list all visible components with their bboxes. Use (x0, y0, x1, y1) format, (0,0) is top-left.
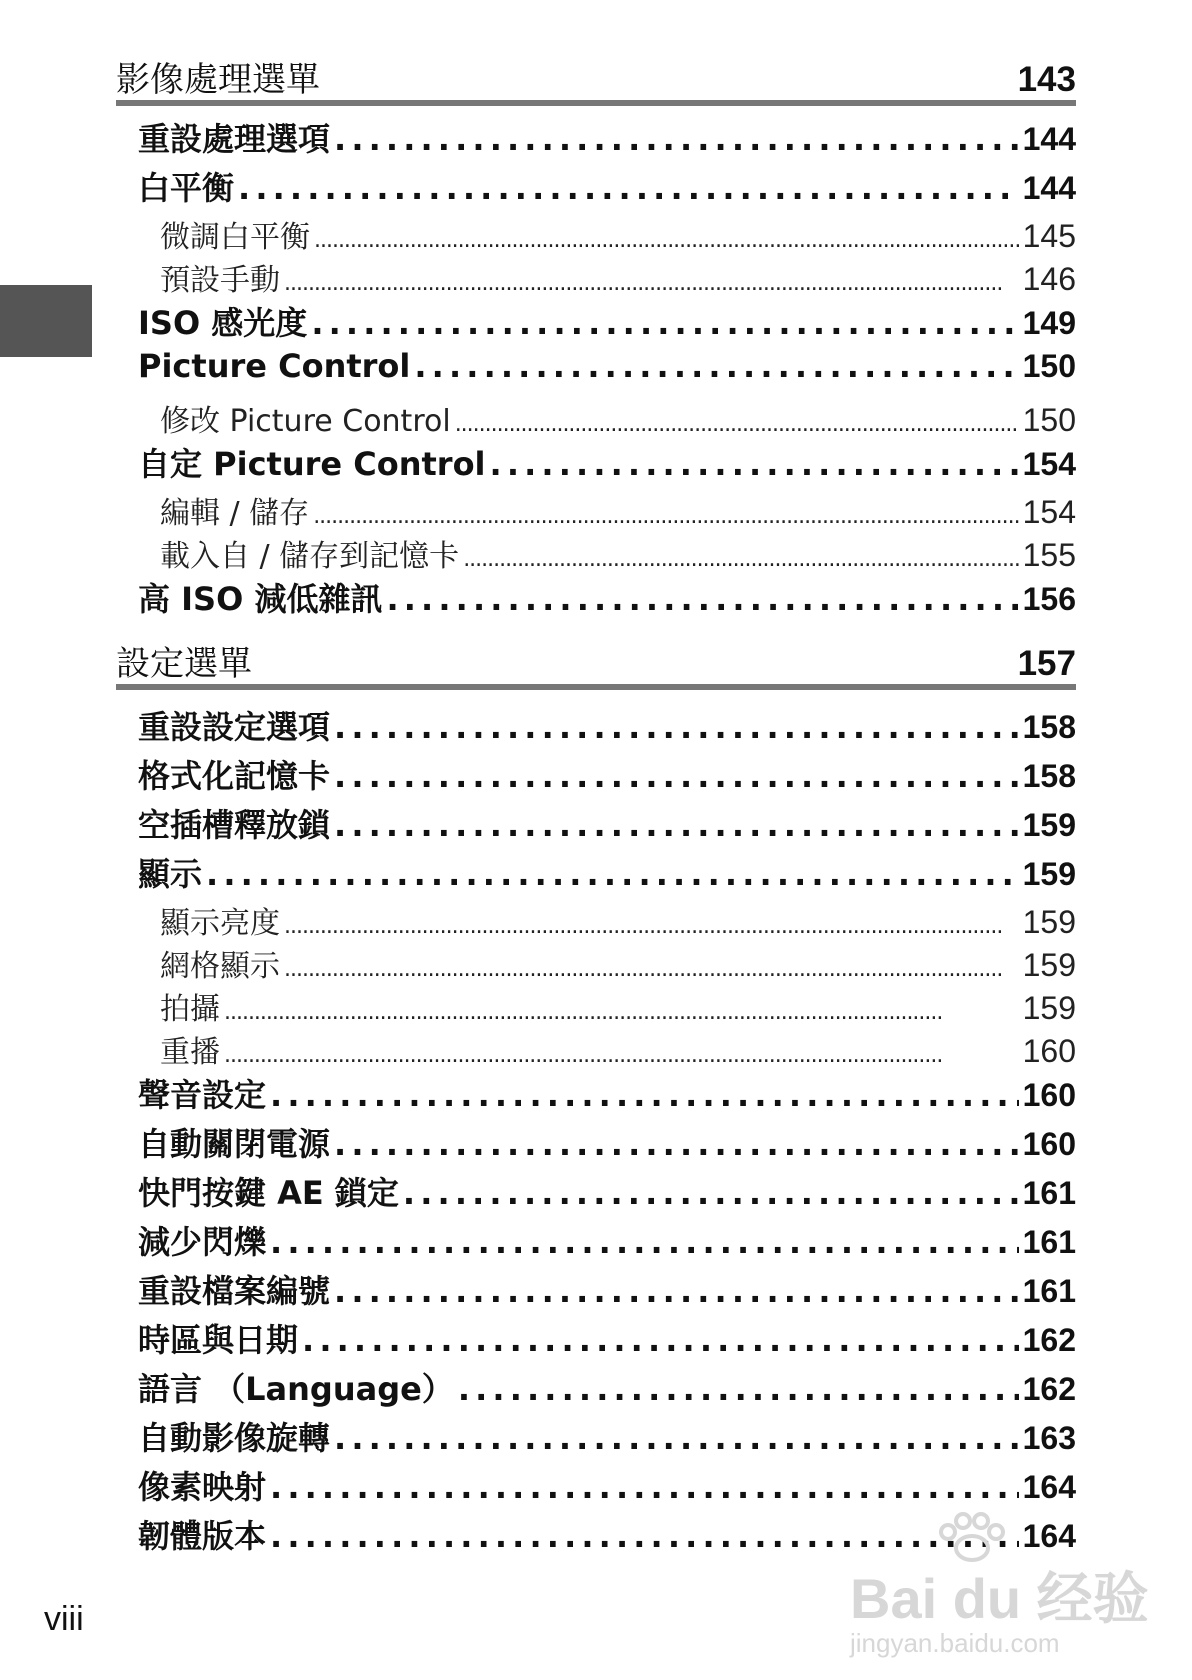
toc-entry[interactable] (138, 1168, 1076, 1217)
entry-label: 修改 Picture Control (160, 404, 451, 439)
entry-page: 154 (1022, 494, 1076, 530)
entry-page: 160 (1022, 1126, 1076, 1162)
entry-page: 149 (1022, 305, 1076, 341)
toc-entry[interactable] (138, 163, 1076, 212)
section-title: 影像處理選單 (116, 60, 320, 100)
dot-leader (314, 228, 1019, 253)
entry-label: 格式化記憶卡 (138, 757, 331, 795)
entry-page: 163 (1022, 1420, 1076, 1456)
entry-page: 144 (1022, 170, 1076, 206)
dot-leader (224, 1000, 1019, 1025)
toc-subentry[interactable] (160, 898, 1076, 941)
entry-label: 韌體版本 (138, 1517, 267, 1555)
entry-page: 162 (1022, 1371, 1076, 1407)
entry-page: 156 (1022, 581, 1076, 617)
entry-page: 164 (1022, 1518, 1076, 1554)
toc-entry[interactable] (138, 849, 1076, 898)
dot-leader (334, 806, 1019, 844)
toc-subentry[interactable] (160, 396, 1076, 439)
entry-page: 160 (1022, 1077, 1076, 1113)
toc-entry[interactable] (138, 1119, 1076, 1168)
toc-subentry[interactable] (160, 212, 1076, 255)
baidu-watermark (850, 1567, 1149, 1659)
entry-page: 146 (1022, 261, 1076, 297)
entry-label: 編輯 / 儲存 (160, 496, 310, 531)
dot-leader (334, 120, 1019, 158)
toc-entry[interactable] (138, 1364, 1076, 1413)
entry-page: 158 (1022, 709, 1076, 745)
entry-label: 減少閃爍 (138, 1223, 267, 1261)
dot-leader (270, 1223, 1019, 1261)
dot-leader (490, 445, 1019, 483)
section-heading (116, 640, 1076, 690)
toc-entry[interactable] (138, 751, 1076, 800)
toc-entry[interactable] (138, 1070, 1076, 1119)
dot-leader (270, 1076, 1019, 1114)
toc-entry[interactable] (138, 439, 1076, 488)
toc-subentry[interactable] (160, 1027, 1076, 1070)
entry-label: 顯示 (138, 855, 203, 893)
entry-label: 預設手動 (160, 263, 280, 298)
entry-label: 重設檔案編號 (138, 1272, 331, 1310)
toc-section-image-processing (116, 56, 1076, 623)
entry-page: 159 (1022, 990, 1076, 1026)
entry-page: 154 (1022, 446, 1076, 482)
page-number: viii (44, 1600, 84, 1638)
dot-leader (334, 1419, 1019, 1457)
dot-leader (238, 169, 1019, 207)
dot-leader (284, 914, 1019, 939)
dot-leader (334, 708, 1019, 746)
dot-leader (302, 1321, 1019, 1359)
entry-label: 載入自 / 儲存到記憶卡 (160, 539, 460, 574)
entry-page: 160 (1022, 1033, 1076, 1069)
entry-page: 164 (1022, 1469, 1076, 1505)
entry-page: 161 (1022, 1224, 1076, 1260)
toc-entry[interactable] (138, 1462, 1076, 1511)
entry-page: 144 (1022, 121, 1076, 157)
watermark-brand: Bai du 经验 (850, 1567, 1149, 1630)
toc-list (138, 702, 1076, 1560)
entry-page: 159 (1022, 904, 1076, 940)
watermark-url: jingyan.baidu.com (850, 1628, 1060, 1658)
entry-page: 155 (1022, 537, 1076, 573)
entry-label: Picture Control (138, 347, 411, 385)
entry-page: 159 (1022, 807, 1076, 843)
toc-subentry[interactable] (160, 255, 1076, 298)
dot-leader (414, 347, 1018, 385)
dot-leader (270, 1517, 1019, 1555)
entry-label: 重設處理選項 (138, 120, 331, 158)
entry-page: 162 (1022, 1322, 1076, 1358)
entry-label: 自定 Picture Control (138, 445, 486, 483)
chapter-tab-marker (0, 285, 92, 357)
dot-leader (311, 304, 1018, 342)
dot-leader (403, 1174, 1019, 1212)
entry-label: 白平衡 (138, 169, 235, 207)
dot-leader (313, 504, 1018, 529)
paw-print-icon (932, 1512, 1012, 1562)
toc-subentry[interactable] (160, 941, 1076, 984)
toc-entry[interactable] (138, 702, 1076, 751)
section-title: 設定選單 (116, 644, 252, 684)
toc-entry[interactable] (138, 1315, 1076, 1364)
entry-page: 159 (1022, 856, 1076, 892)
toc-entry[interactable] (138, 298, 1076, 347)
section-page: 143 (1017, 60, 1076, 99)
entry-label: 像素映射 (138, 1468, 267, 1506)
toc-subentry[interactable] (160, 531, 1076, 574)
toc-entry[interactable] (138, 347, 1076, 396)
entry-label: 高 ISO 減低雜訊 (138, 580, 383, 618)
entry-page: 158 (1022, 758, 1076, 794)
toc-entry[interactable] (138, 574, 1076, 623)
toc-subentry[interactable] (160, 488, 1076, 531)
entry-page: 150 (1022, 348, 1076, 384)
toc-subentry[interactable] (160, 984, 1076, 1027)
section-heading (116, 56, 1076, 106)
entry-label: 自動影像旋轉 (138, 1419, 331, 1457)
section-page: 157 (1017, 644, 1076, 683)
dot-leader (334, 1272, 1019, 1310)
toc-section-setup (116, 640, 1076, 1560)
toc-list (138, 114, 1076, 623)
entry-page: 161 (1022, 1175, 1076, 1211)
dot-leader (224, 1043, 1019, 1068)
entry-label: 重設設定選項 (138, 708, 331, 746)
entry-label: ISO 感光度 (138, 304, 308, 342)
dot-leader (334, 757, 1019, 795)
entry-label: 自動關閉電源 (138, 1125, 331, 1163)
entry-label: 快門按鍵 AE 鎖定 (138, 1174, 399, 1212)
dot-leader (455, 412, 1019, 437)
entry-label: 網格顯示 (160, 949, 280, 984)
entry-label: 聲音設定 (138, 1076, 267, 1114)
dot-leader (284, 271, 1019, 296)
dot-leader (206, 855, 1019, 893)
toc-entry[interactable] (138, 1217, 1076, 1266)
entry-label: 拍攝 (160, 992, 220, 1027)
toc-entry[interactable] (138, 1413, 1076, 1462)
toc-entry[interactable] (138, 800, 1076, 849)
dot-leader (270, 1468, 1019, 1506)
dot-leader (458, 1370, 1019, 1408)
entry-page: 145 (1022, 218, 1076, 254)
dot-leader (334, 1125, 1019, 1163)
dot-leader (386, 580, 1018, 618)
dot-leader (284, 957, 1019, 982)
entry-page: 150 (1022, 402, 1076, 438)
toc-entry[interactable] (138, 114, 1076, 163)
entry-label: 時區與日期 (138, 1321, 299, 1359)
entry-label: 重播 (160, 1035, 220, 1070)
entry-label: 微調白平衡 (160, 220, 310, 255)
toc-entry[interactable] (138, 1266, 1076, 1315)
entry-page: 159 (1022, 947, 1076, 983)
entry-label: 空插槽釋放鎖 (138, 806, 331, 844)
entry-label: 顯示亮度 (160, 906, 280, 941)
dot-leader (463, 547, 1018, 572)
entry-label: 語言 （Language） (138, 1370, 454, 1408)
entry-page: 161 (1022, 1273, 1076, 1309)
